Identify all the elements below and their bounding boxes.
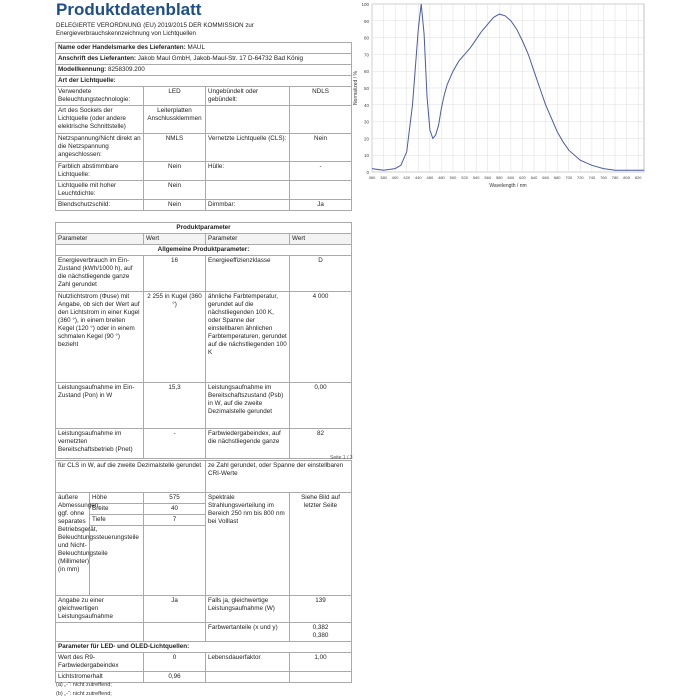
x-tick-label: 800 <box>623 175 630 180</box>
supplier-name-value: MAUL <box>187 44 205 51</box>
r9-value: 0 <box>144 653 206 672</box>
model-label: Modellkennung: <box>58 66 107 73</box>
table-cell: 2 255 in Kugel (360 °) <box>144 292 206 383</box>
equivalent-label: Angabe zu einer gleichwertigen Leistungsaufnahme <box>56 596 144 623</box>
table-row <box>56 429 352 459</box>
spectral-value: Siehe Bild auf letzter Seite <box>290 493 352 596</box>
table-cell: 15,3 <box>144 383 206 429</box>
table-row <box>56 162 352 181</box>
model-value: 8258309.200 <box>108 66 145 73</box>
table-cell: NMLS <box>144 134 206 162</box>
table-row <box>56 181 352 200</box>
table-cell: Verwendete Beleuchtungstechnologie: <box>56 87 144 106</box>
table-cell: Netzspannung/Nicht direkt an die Netzspannung angeschlossen: <box>56 134 144 162</box>
table-cell: 82 <box>290 429 352 459</box>
table-cell: Hülle: <box>206 162 290 181</box>
x-tick-label: 620 <box>519 175 526 180</box>
product-parameters-heading: Produktparameter <box>56 223 352 234</box>
dimension-name: Höhe <box>90 493 144 504</box>
table-row <box>56 292 352 383</box>
dimension-value: 40 <box>144 504 206 515</box>
x-tick-label: 740 <box>588 175 596 180</box>
dimension-name: Tiefe <box>90 515 144 526</box>
table-row <box>56 493 352 504</box>
table-cell: Nein <box>144 200 206 211</box>
column-header: Wert <box>144 234 206 245</box>
table-cell: - <box>144 429 206 459</box>
dimension-value: 7 <box>144 515 206 526</box>
table-row <box>56 200 352 211</box>
y-tick-label: 60 <box>363 69 369 75</box>
y-tick-label: 50 <box>363 86 369 91</box>
led-parameters-heading: Parameter für LED- und OLED-Lichtquellen: <box>56 642 352 653</box>
x-tick-label: 440 <box>414 175 422 180</box>
table-row <box>56 653 352 672</box>
x-tick-label: 540 <box>472 175 480 180</box>
table-cell: Dimmbar: <box>206 200 290 211</box>
page-number: Seite 1 / 3 <box>330 455 353 461</box>
y-tick-label: 10 <box>363 153 369 159</box>
table-cell: 0,00 <box>290 383 352 429</box>
table-cell: D <box>290 256 352 292</box>
x-tick-label: 680 <box>553 175 561 180</box>
y-axis-label: Normalized / % <box>353 71 359 105</box>
r9-label: Wert des R9-Farbwiedergabeindex <box>56 653 144 672</box>
x-tick-label: 600 <box>507 175 515 180</box>
table-cell: Leiterplatten Anschlussklemmen <box>144 106 206 134</box>
dimension-name: Breite <box>90 504 144 515</box>
spectral-label: Spektrale Strahlungsverteilung im Bereich 250 nm bis 800 nm bei Volllast <box>206 493 290 596</box>
continued-cell: ze Zahl gerundet, oder Spanne der einstellbaren CRI-Werte <box>206 461 352 493</box>
x-tick-label: 380 <box>380 175 387 180</box>
table-cell <box>290 106 352 134</box>
x-tick-label: 500 <box>449 175 457 180</box>
maintenance-label: Lichtstromerhalt <box>56 672 144 683</box>
table-cell: Ja <box>290 200 352 211</box>
y-tick-label: 30 <box>363 119 369 125</box>
y-tick-label: 20 <box>363 136 369 142</box>
table-row <box>56 672 352 683</box>
dimensions-label: äußere Abmessungen, ggf. ohne separates Betriebsgerät, Beleuchtungssteuerungsteile und Nicht-Beleuchtungsteile (Millimeter) (in mm) <box>56 493 90 596</box>
table-cell: Vernetzte Lichtquelle (CLS): <box>206 134 290 162</box>
page-title: Produktdatenblatt <box>56 0 202 19</box>
product-parameters-table <box>55 222 352 459</box>
x-tick-label: 480 <box>438 175 445 180</box>
table-cell: Energieverbrauch im Ein-Zustand (kWh/1000 h), auf die nächstliegende ganze Zahl gerundet <box>56 256 144 292</box>
x-tick-label: 400 <box>391 175 399 180</box>
y-tick-label: 40 <box>363 102 369 108</box>
x-tick-label: 660 <box>542 175 549 180</box>
table-cell: Farbwiedergabeindex, auf die nächstliegende ganze <box>206 429 290 459</box>
table-row <box>56 596 352 623</box>
lifetime-value: 1,00 <box>290 653 352 672</box>
equivalent-value: Ja <box>144 596 206 623</box>
table-row <box>56 106 352 134</box>
x-tick-label: 780 <box>611 175 619 180</box>
x-tick-label: 520 <box>461 175 468 180</box>
x-tick-label: 560 <box>484 175 492 180</box>
table-cell: Blendschutzschild: <box>56 200 144 211</box>
chromaticity-y: 0,380 <box>312 632 329 639</box>
table-cell: Lichtquelle mit hoher Leuchtdichte: <box>56 181 144 200</box>
table-cell: Farblich abstimmbare Lichtquelle: <box>56 162 144 181</box>
lifetime-label: Lebensdauerfaktor <box>206 653 290 672</box>
table-cell: LED <box>144 87 206 106</box>
table-row <box>56 256 352 292</box>
general-parameters-heading: Allgemeine Produktparameter: <box>56 245 352 256</box>
chromaticity-label: Farbwertanteile (x und y) <box>206 623 290 642</box>
x-tick-label: 760 <box>600 175 607 180</box>
x-tick-label: 820 <box>634 175 642 180</box>
lightsource-heading: Art der Lichtquelle: <box>56 76 352 87</box>
spectral-distribution-chart <box>352 0 648 190</box>
dimension-value: 575 <box>144 493 206 504</box>
regulation-intro: DELEGIERTE VERORDNUNG (EU) 2019/2015 DER KOMMISSION zur Energieverbrauchskennzeichnung von Lichtquellen <box>56 22 254 37</box>
y-tick-label: 0 <box>366 170 369 175</box>
table-cell <box>290 181 352 200</box>
continued-cell: für CLS in W, auf die zweite Dezimalstelle gerundet <box>56 461 206 493</box>
table-cell: NDLS <box>290 87 352 106</box>
table-cell: 16 <box>144 256 206 292</box>
chromaticity-x: 0,382 <box>312 624 329 631</box>
table-cell <box>206 181 290 200</box>
table-cell: Energieeffizienzklasse <box>206 256 290 292</box>
equivalent-power-label: Falls ja, gleichwertige Leistungsaufnahme (W) <box>206 596 290 623</box>
column-header: Parameter <box>206 234 290 245</box>
maintenance-value: 0,96 <box>144 672 206 683</box>
footnote: (a) „-“: nicht zutreffend; <box>56 682 112 688</box>
x-tick-label: 420 <box>403 175 411 180</box>
table-cell: Nein <box>144 162 206 181</box>
table-cell: Ungebündelt oder gebündelt: <box>206 87 290 106</box>
table-row <box>56 87 352 106</box>
table-cell: 4 000 <box>290 292 352 383</box>
supplier-address-label: Anschrift des Lieferanten: <box>58 55 137 62</box>
x-tick-label: 640 <box>530 175 538 180</box>
table-cell: ähnliche Farbtemperatur, gerundet auf die nächstliegenden 100 K, oder Spanne der einstellbaren ähnlichen Farbtemperaturen, gerundet auf die nächstliegenden 100 K <box>206 292 290 383</box>
table-cell: Leistungsaufnahme im Ein-Zustand (Pon) in W <box>56 383 144 429</box>
y-tick-label: 80 <box>363 35 369 41</box>
equivalent-power-value: 139 <box>290 596 352 623</box>
table-cell: Leistungsaufnahme im Bereitschaftszustand (Psb) in W, auf die zweite Dezimalstelle gerundet <box>206 383 290 429</box>
supplier-table <box>55 42 352 211</box>
table-cell: Art des Sockels der Lichtquelle (oder andere elektrische Schnittstelle) <box>56 106 144 134</box>
y-tick-label: 90 <box>363 18 369 24</box>
x-tick-label: 580 <box>495 175 503 180</box>
table-cell: Nein <box>144 181 206 200</box>
x-tick-label: 460 <box>426 175 434 180</box>
table-row <box>56 134 352 162</box>
y-tick-label: 70 <box>363 52 369 58</box>
supplier-address-value: Jakob Maul GmbH, Jakob-Maul-Str. 17 D-64732 Bad König <box>137 55 303 62</box>
table-row <box>56 383 352 429</box>
column-header: Parameter <box>56 234 144 245</box>
product-parameters-continued-table <box>55 460 352 683</box>
table-cell: Nein <box>290 134 352 162</box>
x-axis-label: Wavelength / nm <box>489 183 527 189</box>
x-tick-label: 720 <box>576 175 584 180</box>
chromaticity-value <box>290 623 352 642</box>
x-tick-label: 360 <box>368 175 376 180</box>
y-tick-label: 100 <box>361 2 369 7</box>
table-cell: - <box>290 162 352 181</box>
table-cell <box>206 106 290 134</box>
table-cell: Leistungsaufnahme im vernetzten Bereitschaftsbetrieb (Pnet) <box>56 429 144 459</box>
column-header: Wert <box>290 234 352 245</box>
table-cell: Nutzlichtstrom (Φuse) mit Angabe, ob sich der Wert auf den Lichtstrom in einer Kugel (360 °), in einem breiten Kegel (120 °) oder in einem schmalen Kegel (90 °) bezieht <box>56 292 144 383</box>
table-row <box>56 623 352 642</box>
x-tick-label: 700 <box>565 175 573 180</box>
footnote: (b) „-“: nicht zutreffend; <box>56 691 112 697</box>
supplier-name-label: Name oder Handelsmarke des Lieferanten: <box>58 44 186 51</box>
